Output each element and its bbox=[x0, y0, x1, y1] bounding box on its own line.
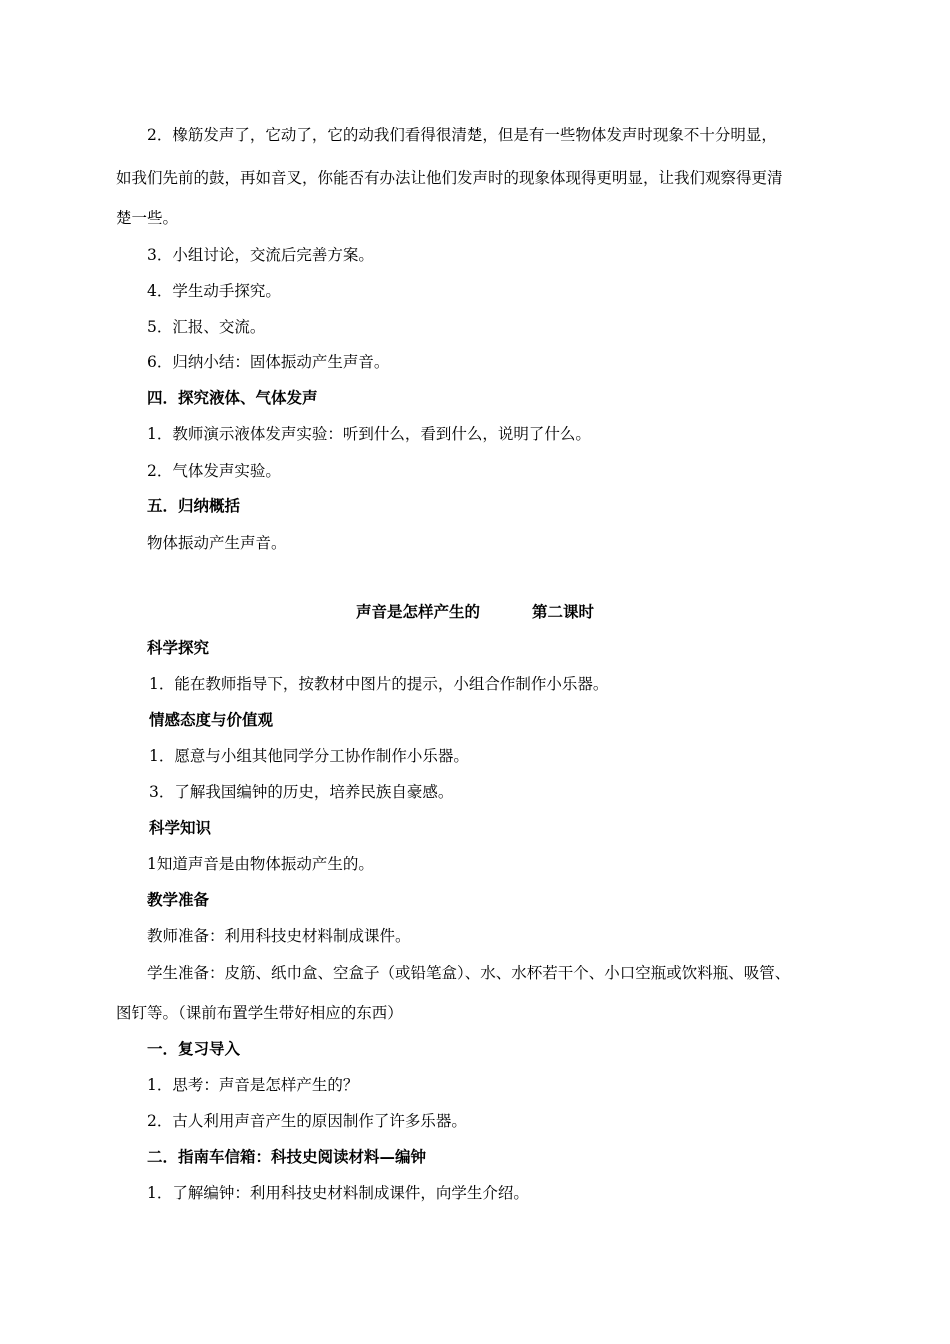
section-heading: 五．归纳概括 bbox=[147, 497, 241, 515]
list-item: 1．了解编钟：利用科技史材料制成课件，向学生介绍。 bbox=[147, 1184, 529, 1202]
list-item: 5．汇报、交流。 bbox=[147, 318, 266, 336]
list-item: 1知道声音是由物体振动产生的。 bbox=[147, 855, 374, 873]
paragraph-line: 2．橡筋发声了，它动了，它的动我们看得很清楚，但是有一些物体发声时现象不十分明显， bbox=[147, 126, 777, 144]
paragraph-line: 教师准备：利用科技史材料制成课件。 bbox=[147, 927, 411, 945]
list-item: 3．小组讨论，交流后完善方案。 bbox=[147, 246, 374, 264]
list-item: 1．能在教师指导下，按教材中图片的提示，小组合作制作小乐器。 bbox=[149, 675, 609, 693]
paragraph-line: 楚一些。 bbox=[116, 209, 179, 227]
paragraph-line: 物体振动产生声音。 bbox=[147, 534, 287, 552]
list-item: 1．思考：声音是怎样产生的？ bbox=[147, 1076, 359, 1094]
section-heading: 二．指南车信箱：科技史阅读材料—编钟 bbox=[147, 1148, 427, 1166]
section-heading: 四．探究液体、气体发声 bbox=[147, 389, 318, 407]
list-item: 4．学生动手探究。 bbox=[147, 282, 281, 300]
section-heading: 教学准备 bbox=[147, 891, 210, 909]
list-item: 2．气体发声实验。 bbox=[147, 462, 281, 480]
list-item: 6．归纳小结：固体振动产生声音。 bbox=[147, 353, 390, 371]
paragraph-line: 图钉等。（课前布置学生带好相应的东西） bbox=[116, 1004, 403, 1022]
section-heading: 科学探究 bbox=[147, 639, 210, 657]
paragraph-line: 如我们先前的鼓，再如音叉，你能否有办法让他们发声时的现象体现得更明显，让我们观察得更清 bbox=[116, 169, 783, 187]
lesson-title-sub: 第二课时 bbox=[532, 603, 595, 621]
lesson-title-main: 声音是怎样产生的 bbox=[355, 603, 480, 621]
section-heading: 一．复习导入 bbox=[147, 1040, 241, 1058]
list-item: 2．古人利用声音产生的原因制作了许多乐器。 bbox=[147, 1112, 467, 1130]
list-item: 3．了解我国编钟的历史，培养民族自豪感。 bbox=[149, 783, 454, 801]
section-heading: 情感态度与价值观 bbox=[149, 711, 274, 729]
section-heading: 科学知识 bbox=[149, 819, 212, 837]
list-item: 1．教师演示液体发声实验：听到什么，看到什么，说明了什么。 bbox=[147, 425, 591, 443]
lesson-title bbox=[0, 601, 950, 623]
list-item: 1．愿意与小组其他同学分工协作制作小乐器。 bbox=[149, 747, 469, 765]
paragraph-line: 学生准备：皮筋、纸巾盒、空盒子（或铅笔盒）、水、水杯若干个、小口空瓶或饮料瓶、吸管、 bbox=[147, 964, 791, 982]
